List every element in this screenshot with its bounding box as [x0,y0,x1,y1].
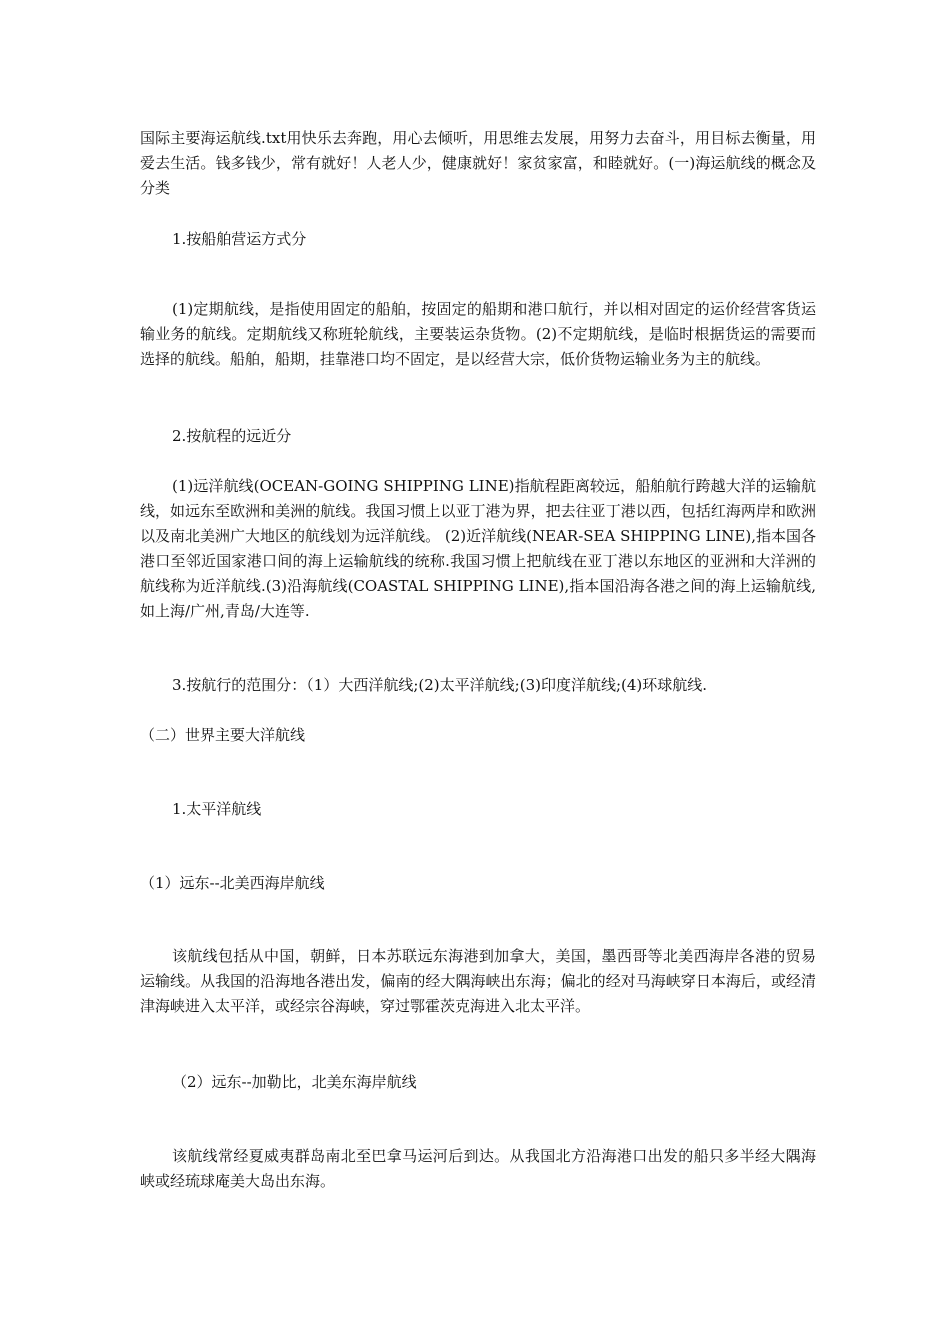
section-heading-fareast-na-west: （1）远东--北美西海岸航线 [140,874,325,892]
section-heading-range: 3.按航行的范围分：（1）大西洋航线;(2)太平洋航线;(3)印度洋航线;(4)环球航线. [172,676,708,694]
paragraph-liner-routes: (1)定期航线，是指使用固定的船舶，按固定的船期和港口航行，并以相对固定的运价经营客货运输业务的航线。定期航线又称班轮航线，主要装运杂货物。(2)不定期航线，是临时根据货运的需要而选择的航线。船舶，船期，挂靠港口均不固定，是以经营大宗，低价货物运输业务为主的航线。 [140,300,816,368]
section-heading-fareast-caribbean: （2）远东--加勒比，北美东海岸航线 [172,1073,417,1091]
paragraph-fareast-caribbean: 该航线常经夏威夷群岛南北至巴拿马运河后到达。从我国北方沿海港口出发的船只多半经大隅海峡或经琉球庵美大岛出东海。 [140,1147,816,1190]
section-heading-operation-mode: 1.按船舶营运方式分 [172,230,307,248]
section-heading-pacific: 1.太平洋航线 [172,800,262,818]
section-heading-distance: 2.按航程的远近分 [172,427,292,445]
paragraph-distance-routes: (1)远洋航线(OCEAN-GOING SHIPPING LINE)指航程距离较远，船舶航行跨越大洋的运输航线，如远东至欧洲和美洲的航线。我国习惯上以亚丁港为界，把去往亚丁港以西，包括红海两岸和欧洲以及南北美洲广大地区的航线划为远洋航线。 (2)近洋航线(NEAR-SEA SHIPPING LINE),指本国各港口至邻近国家港口间的海上运输航线的统称.我国习惯上把航线在亚丁港以东地区的亚洲和大洋洲的航线称为近洋航线.(3)沿海航线(COASTAL SHIPPING LINE),指本国沿海各港之间的海上运输航线,如上海/广州,青岛/大连等. [140,477,816,620]
intro-paragraph: 国际主要海运航线.txt用快乐去奔跑，用心去倾听，用思维去发展，用努力去奋斗，用目标去衡量，用爱去生活。钱多钱少，常有就好！人老人少，健康就好！家贫家富，和睦就好。(一)海运航线的概念及分类 [140,129,816,197]
paragraph-fareast-na-west: 该航线包括从中国，朝鲜，日本苏联远东海港到加拿大，美国，墨西哥等北美西海岸各港的贸易运输线。从我国的沿海地各港出发，偏南的经大隅海峡出东海；偏北的经对马海峡穿日本海后，或经清津海峡进入太平洋，或经宗谷海峡，穿过鄂霍茨克海进入北太平洋。 [140,947,816,1015]
section-heading-major-ocean-routes: （二）世界主要大洋航线 [140,726,306,744]
